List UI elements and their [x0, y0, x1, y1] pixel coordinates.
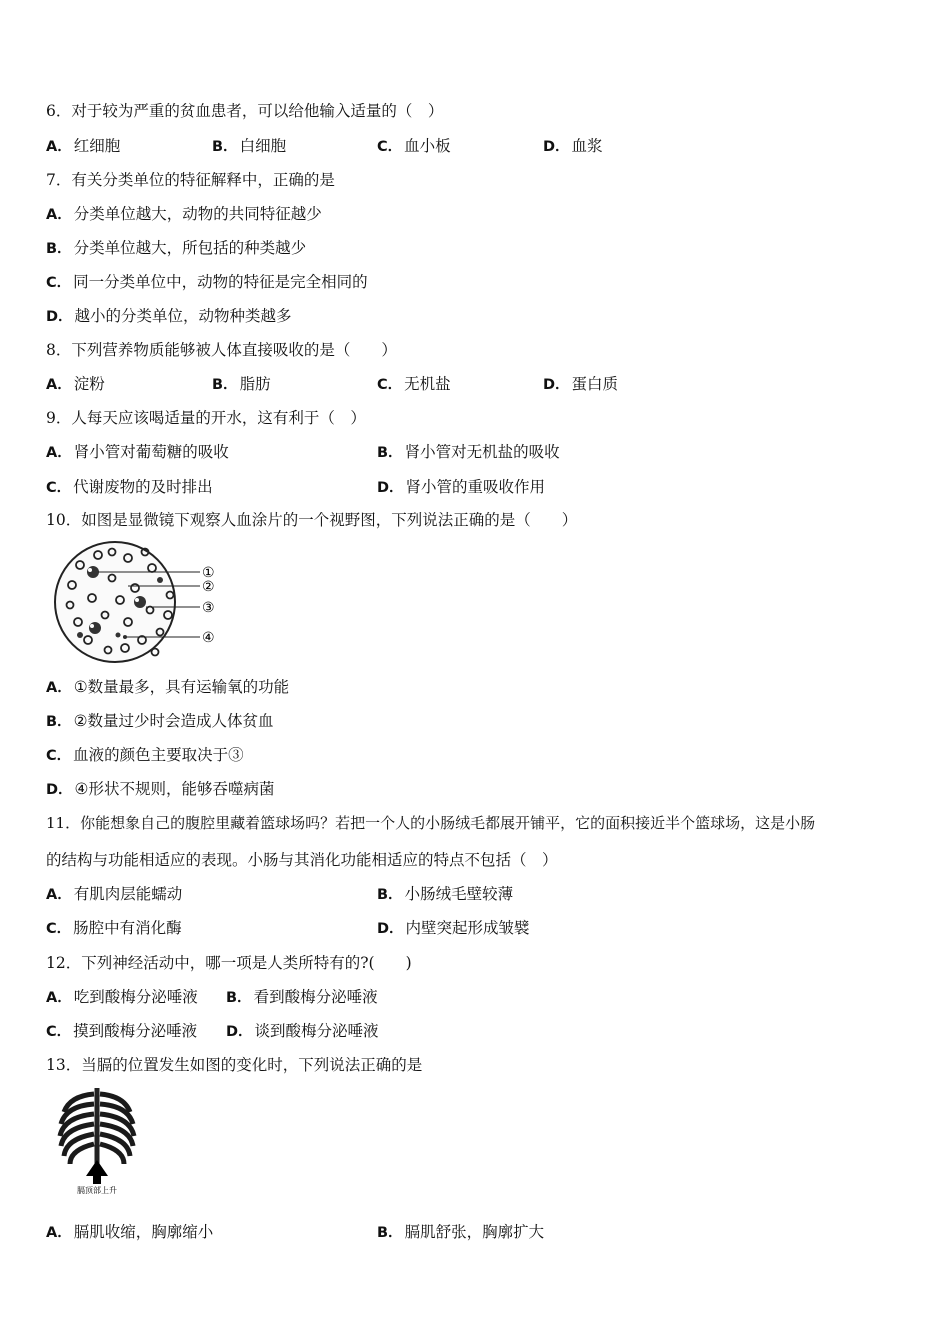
q8-option-d: D． 蛋白质 — [543, 375, 619, 393]
figure-label-2: ② — [202, 579, 215, 595]
question-11-stem-line2: 的结构与功能相适应的表现。小肠与其消化功能相适应的特点不包括（ ） — [46, 851, 558, 869]
q9-option-a: A． 肾小管对葡萄糖的吸收 — [46, 443, 229, 461]
question-13-stem: 13．当膈的位置发生如图的变化时，下列说法正确的是 — [46, 1056, 423, 1074]
q6-option-d: D． 血浆 — [543, 137, 603, 155]
q13-option-a: A． 膈肌收缩，胸廓缩小 — [46, 1223, 214, 1241]
q6-option-b: B． 白细胞 — [212, 137, 287, 155]
q8-option-b: B． 脂肪 — [212, 375, 271, 393]
q12-option-d: D． 谈到酸梅分泌唾液 — [226, 1022, 379, 1040]
figure-label-1: ① — [202, 565, 215, 581]
q9-option-c: C． 代谢废物的及时排出 — [46, 478, 213, 496]
figure-label-4: ④ — [202, 630, 215, 646]
question-11-stem-line1: 11．你能想象自己的腹腔里藏着篮球场吗？若把一个人的小肠绒毛都展开铺平，它的面积接近半个篮球场，这是小肠 — [46, 814, 816, 832]
q11-option-d: D． 内壁突起形成皱襞 — [377, 919, 530, 937]
question-12-stem: 12．下列神经活动中，哪一项是人类所特有的?( ) — [46, 954, 412, 972]
figure-label-3: ③ — [202, 600, 215, 616]
q7-option-b: B． 分类单位越大，所包括的种类越少 — [46, 239, 307, 257]
q11-option-c: C． 肠腔中有消化酶 — [46, 919, 182, 937]
q13-option-b: B． 膈肌舒张，胸廓扩大 — [377, 1223, 545, 1241]
q11-option-b: B． 小肠绒毛壁较薄 — [377, 885, 514, 903]
q9-option-b: B． 肾小管对无机盐的吸收 — [377, 443, 560, 461]
q6-option-a: A． 红细胞 — [46, 137, 121, 155]
q8-option-a: A． 淀粉 — [46, 375, 105, 393]
question-9-stem: 9．人每天应该喝适量的开水，这有利于（ ） — [46, 409, 366, 427]
q12-option-b: B． 看到酸梅分泌唾液 — [226, 988, 378, 1006]
q8-option-c: C． 无机盐 — [377, 375, 451, 393]
q12-option-a: A． 吃到酸梅分泌唾液 — [46, 988, 198, 1006]
q6-option-c: C． 血小板 — [377, 137, 451, 155]
question-6-stem: 6．对于较为严重的贫血患者，可以给他输入适量的（ ） — [46, 102, 444, 120]
q11-option-a: A． 有肌肉层能蠕动 — [46, 885, 183, 903]
figure-caption: 膈顶部上升 — [77, 1186, 117, 1195]
q10-option-c: C． 血液的颜色主要取决于③ — [46, 746, 244, 764]
question-10-stem: 10．如图是显微镜下观察人血涂片的一个视野图，下列说法正确的是（ ） — [46, 511, 578, 529]
ribcage-diaphragm-figure — [56, 1084, 138, 1196]
blood-smear-figure — [50, 540, 225, 665]
q7-option-c: C． 同一分类单位中，动物的特征是完全相同的 — [46, 273, 368, 291]
q10-option-d: D． ④形状不规则，能够吞噬病菌 — [46, 780, 275, 798]
q7-option-d: D． 越小的分类单位，动物种类越多 — [46, 307, 292, 325]
q12-option-c: C． 摸到酸梅分泌唾液 — [46, 1022, 198, 1040]
q7-option-a: A． 分类单位越大，动物的共同特征越少 — [46, 205, 322, 223]
q10-option-b: B． ②数量过少时会造成人体贫血 — [46, 712, 274, 730]
question-7-stem: 7．有关分类单位的特征解释中，正确的是 — [46, 171, 335, 189]
question-8-stem: 8．下列营养物质能够被人体直接吸收的是（ ） — [46, 341, 397, 359]
q10-option-a: A． ①数量最多，具有运输氧的功能 — [46, 678, 290, 696]
q9-option-d: D． 肾小管的重吸收作用 — [377, 478, 546, 496]
